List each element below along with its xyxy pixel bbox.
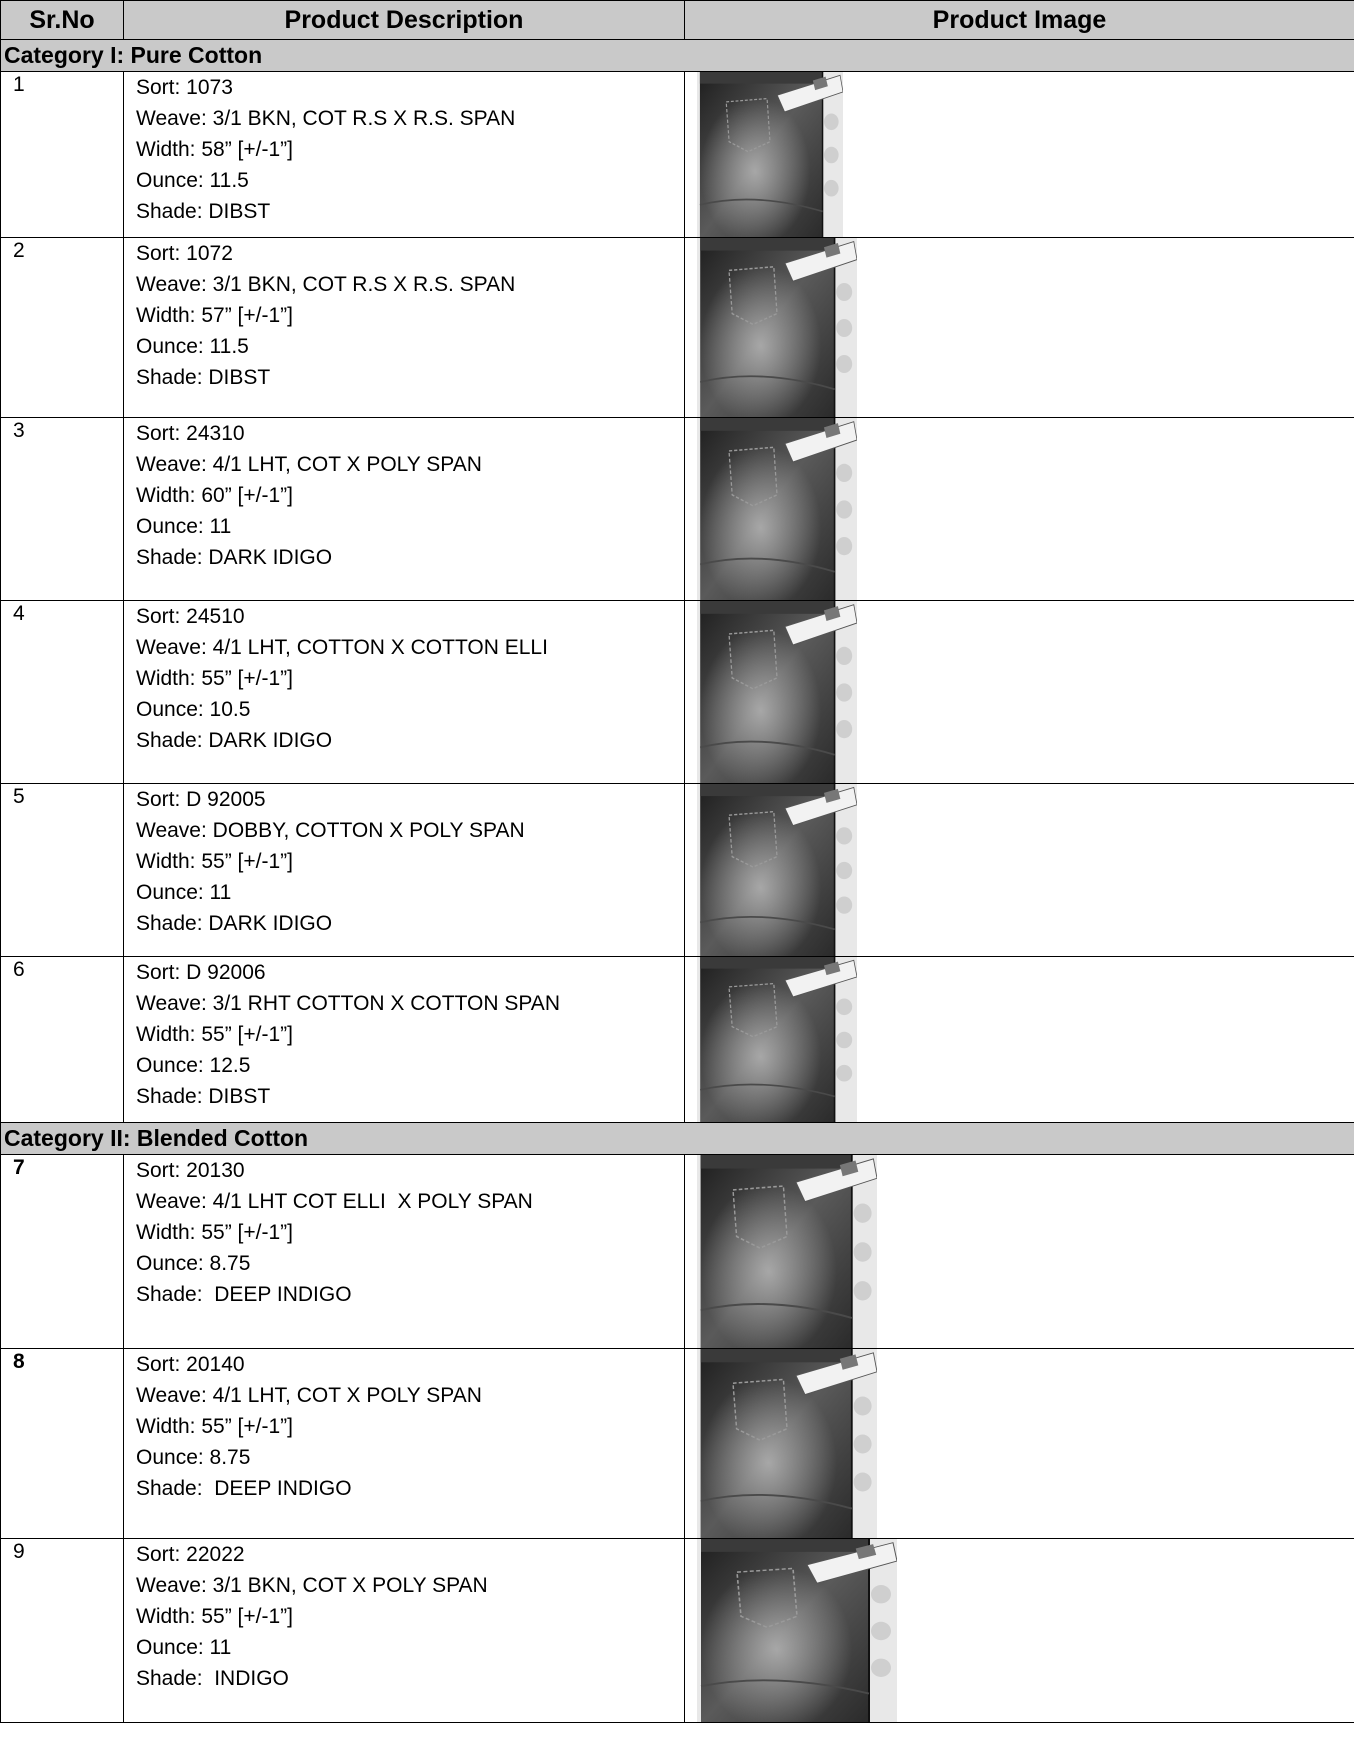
header-product-image: Product Image — [685, 1, 1354, 40]
sr-no: 1 — [1, 72, 124, 238]
header-row — [1, 1, 1354, 40]
product-row — [1, 784, 1354, 957]
jeans-photo-icon — [697, 1539, 897, 1723]
product-description — [124, 957, 685, 1123]
shade-line: Shade: DIBST — [136, 200, 271, 223]
shade-line: Shade: DARK IDIGO — [136, 729, 333, 752]
jeans-photo-icon — [697, 1155, 877, 1349]
category-title: Category II: Blended Cotton — [1, 1123, 1354, 1155]
width-line: Width: 55” [+/-1”] — [136, 1023, 293, 1046]
weave-line: Weave: 3/1 BKN, COT R.S X R.S. SPAN — [136, 273, 516, 296]
ounce-line: Ounce: 11 — [136, 881, 232, 904]
jeans-photo-icon — [697, 238, 857, 418]
sr-no: 6 — [1, 957, 124, 1123]
product-row — [1, 238, 1354, 418]
product-image-cell — [685, 418, 1354, 601]
weave-line: Weave: 4/1 LHT, COT X POLY SPAN — [136, 1384, 482, 1407]
shade-line: Shade: INDIGO — [136, 1667, 289, 1690]
width-line: Width: 60” [+/-1”] — [136, 484, 293, 507]
product-image-cell — [685, 957, 1354, 1123]
product-description — [124, 1349, 685, 1539]
shade-line: Shade: DARK IDIGO — [136, 546, 333, 569]
product-description — [124, 238, 685, 418]
product-image-cell — [685, 1349, 1354, 1539]
product-description — [124, 72, 685, 238]
sort-line: Sort: 22022 — [136, 1543, 245, 1566]
product-row — [1, 418, 1354, 601]
category-row — [1, 1123, 1354, 1155]
weave-line: Weave: 3/1 BKN, COT X POLY SPAN — [136, 1574, 488, 1597]
width-line: Width: 55” [+/-1”] — [136, 1221, 293, 1244]
sr-no: 2 — [1, 238, 124, 418]
ounce-line: Ounce: 10.5 — [136, 698, 251, 721]
ounce-line: Ounce: 8.75 — [136, 1252, 251, 1275]
sort-line: Sort: 24510 — [136, 605, 245, 628]
sort-line: Sort: 1072 — [136, 242, 233, 265]
sr-no: 7 — [1, 1155, 124, 1349]
sr-no: 8 — [1, 1349, 124, 1539]
sort-line: Sort: 20140 — [136, 1353, 245, 1376]
jeans-photo-icon — [697, 601, 857, 784]
ounce-line: Ounce: 12.5 — [136, 1054, 251, 1077]
width-line: Width: 55” [+/-1”] — [136, 667, 293, 690]
sort-line: Sort: 20130 — [136, 1159, 245, 1182]
weave-line: Weave: DOBBY, COTTON X POLY SPAN — [136, 819, 525, 842]
sort-line: Sort: D 92005 — [136, 788, 266, 811]
width-line: Width: 55” [+/-1”] — [136, 1415, 293, 1438]
product-row — [1, 601, 1354, 784]
category-row — [1, 40, 1354, 72]
sr-no: 4 — [1, 601, 124, 784]
jeans-photo-icon — [697, 72, 843, 238]
product-image-cell — [685, 1539, 1354, 1723]
weave-line: Weave: 4/1 LHT, COT X POLY SPAN — [136, 453, 482, 476]
shade-line: Shade: DARK IDIGO — [136, 912, 333, 935]
weave-line: Weave: 4/1 LHT COT ELLI X POLY SPAN — [136, 1190, 533, 1213]
jeans-photo-icon — [697, 957, 857, 1123]
width-line: Width: 55” [+/-1”] — [136, 850, 293, 873]
product-image-cell — [685, 1155, 1354, 1349]
product-image-cell — [685, 238, 1354, 418]
weave-line: Weave: 3/1 RHT COTTON X COTTON SPAN — [136, 992, 560, 1015]
shade-line: Shade: DIBST — [136, 1085, 271, 1108]
jeans-photo-icon — [697, 1349, 877, 1539]
jeans-photo-icon — [697, 784, 857, 957]
width-line: Width: 58” [+/-1”] — [136, 138, 293, 161]
product-description — [124, 601, 685, 784]
shade-line: Shade: DEEP INDIGO — [136, 1283, 352, 1306]
header-sr-no: Sr.No — [1, 1, 124, 40]
ounce-line: Ounce: 11 — [136, 515, 232, 538]
sort-line: Sort: D 92006 — [136, 961, 266, 984]
jeans-photo-icon — [697, 418, 857, 601]
product-row — [1, 1539, 1354, 1723]
weave-line: Weave: 3/1 BKN, COT R.S X R.S. SPAN — [136, 107, 516, 130]
product-description — [124, 418, 685, 601]
weave-line: Weave: 4/1 LHT, COTTON X COTTON ELLI — [136, 636, 548, 659]
ounce-line: Ounce: 11.5 — [136, 169, 249, 192]
sr-no: 5 — [1, 784, 124, 957]
product-image-cell — [685, 784, 1354, 957]
product-row — [1, 72, 1354, 238]
product-description — [124, 784, 685, 957]
shade-line: Shade: DEEP INDIGO — [136, 1477, 352, 1500]
product-row — [1, 1155, 1354, 1349]
width-line: Width: 55” [+/-1”] — [136, 1605, 293, 1628]
product-row — [1, 957, 1354, 1123]
category-title: Category I: Pure Cotton — [1, 40, 1354, 72]
sort-line: Sort: 24310 — [136, 422, 245, 445]
header-product-description: Product Description — [124, 1, 685, 40]
sr-no: 3 — [1, 418, 124, 601]
shade-line: Shade: DIBST — [136, 366, 271, 389]
product-description — [124, 1155, 685, 1349]
ounce-line: Ounce: 8.75 — [136, 1446, 251, 1469]
sr-no: 9 — [1, 1539, 124, 1723]
product-image-cell — [685, 72, 1354, 238]
sort-line: Sort: 1073 — [136, 76, 233, 99]
product-image-cell — [685, 601, 1354, 784]
product-row — [1, 1349, 1354, 1539]
ounce-line: Ounce: 11.5 — [136, 335, 249, 358]
width-line: Width: 57” [+/-1”] — [136, 304, 293, 327]
product-description — [124, 1539, 685, 1723]
ounce-line: Ounce: 11 — [136, 1636, 232, 1659]
